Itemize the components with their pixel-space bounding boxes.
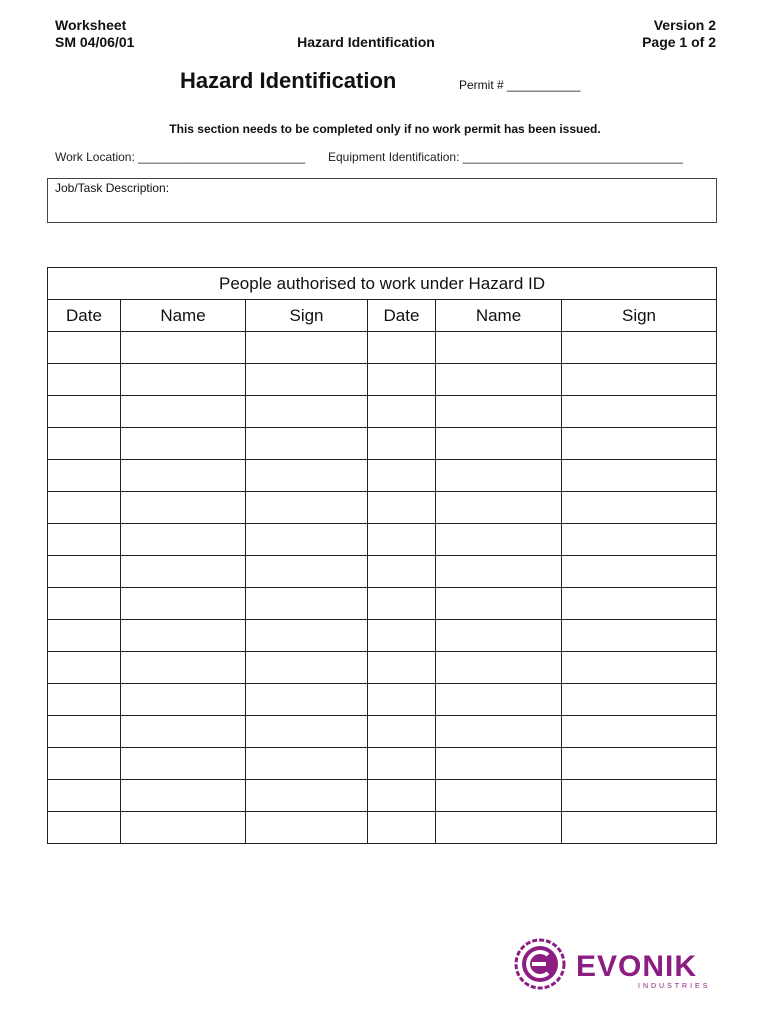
page-title: Hazard Identification [180, 68, 397, 93]
table-cell-date[interactable] [368, 524, 436, 556]
table-cell-sign[interactable] [562, 556, 717, 588]
table-cell-sign[interactable] [562, 492, 717, 524]
worksheet-label: Worksheet [55, 17, 127, 33]
table-cell-name[interactable] [121, 812, 246, 844]
table-cell-sign[interactable] [246, 396, 368, 428]
table-cell-name[interactable] [436, 620, 562, 652]
table-cell-name[interactable] [436, 524, 562, 556]
table-cell-sign[interactable] [562, 588, 717, 620]
svg-text:EVONIK: EVONIK [576, 950, 698, 983]
table-cell-date[interactable] [48, 716, 121, 748]
table-cell-date[interactable] [368, 652, 436, 684]
table-cell-date[interactable] [368, 460, 436, 492]
table-cell-sign[interactable] [246, 556, 368, 588]
table-cell-name[interactable] [121, 332, 246, 364]
table-cell-date[interactable] [368, 780, 436, 812]
table-cell-date[interactable] [368, 588, 436, 620]
table-cell-sign[interactable] [562, 780, 717, 812]
table-cell-sign[interactable] [562, 620, 717, 652]
table-cell-date[interactable] [368, 492, 436, 524]
table-cell-name[interactable] [121, 556, 246, 588]
svg-text:INDUSTRIES: INDUSTRIES [638, 983, 711, 990]
table-row [48, 396, 717, 428]
version-block [642, 17, 716, 51]
table-cell-date[interactable] [48, 364, 121, 396]
evonik-emblem-icon [516, 940, 564, 988]
table-cell-sign[interactable] [562, 332, 717, 364]
table-cell-name[interactable] [121, 588, 246, 620]
table-cell-date[interactable] [368, 396, 436, 428]
table-cell-sign[interactable] [562, 748, 717, 780]
table-cell-name[interactable] [121, 780, 246, 812]
table-cell-date[interactable] [368, 364, 436, 396]
table-cell-sign[interactable] [246, 748, 368, 780]
table-cell-sign[interactable] [246, 588, 368, 620]
table-cell-name[interactable] [436, 652, 562, 684]
column-header-sign: Sign [562, 300, 717, 332]
column-header-date: Date [368, 300, 436, 332]
table-cell-date[interactable] [368, 684, 436, 716]
table-row [48, 716, 717, 748]
table-cell-date[interactable] [368, 748, 436, 780]
table-cell-name[interactable] [121, 396, 246, 428]
table-row [48, 748, 717, 780]
table-cell-sign[interactable] [246, 652, 368, 684]
table-row [48, 588, 717, 620]
table-cell-name[interactable] [121, 524, 246, 556]
table-cell-sign[interactable] [246, 460, 368, 492]
table-cell-name[interactable] [121, 364, 246, 396]
document-code: SM 04/06/01 [55, 34, 135, 50]
table-cell-sign[interactable] [246, 428, 368, 460]
column-header-name: Name [121, 300, 246, 332]
table-cell-name[interactable] [436, 780, 562, 812]
table-row [48, 364, 717, 396]
table-cell-sign[interactable] [246, 364, 368, 396]
table-cell-name[interactable] [121, 684, 246, 716]
table-cell-name[interactable] [436, 428, 562, 460]
table-cell-date[interactable] [368, 428, 436, 460]
people-table-body [48, 332, 717, 844]
table-row [48, 780, 717, 812]
table-row [48, 524, 717, 556]
table-cell-date[interactable] [368, 812, 436, 844]
table-cell-date[interactable] [48, 620, 121, 652]
header-title: Hazard Identification [297, 34, 435, 50]
job-description-box[interactable] [47, 178, 717, 223]
table-cell-name[interactable] [436, 396, 562, 428]
table-cell-name[interactable] [121, 460, 246, 492]
table-cell-date[interactable] [48, 748, 121, 780]
table-row [48, 428, 717, 460]
table-cell-sign[interactable] [246, 620, 368, 652]
table-cell-name[interactable] [436, 812, 562, 844]
table-cell-sign[interactable] [246, 812, 368, 844]
table-cell-sign[interactable] [562, 364, 717, 396]
table-cell-date[interactable] [48, 332, 121, 364]
table-row [48, 620, 717, 652]
table-cell-date[interactable] [48, 812, 121, 844]
table-cell-name[interactable] [436, 684, 562, 716]
table-row [48, 492, 717, 524]
table-cell-date[interactable] [48, 588, 121, 620]
table-cell-name[interactable] [436, 748, 562, 780]
column-header-sign: Sign [246, 300, 368, 332]
table-cell-sign[interactable] [562, 428, 717, 460]
table-cell-sign[interactable] [246, 492, 368, 524]
table-cell-date[interactable] [48, 396, 121, 428]
table-cell-sign[interactable] [562, 684, 717, 716]
people-authorised-table [47, 267, 717, 844]
completion-notice: This section needs to be completed only if no work permit has been issued. [169, 122, 601, 136]
table-cell-date[interactable] [48, 492, 121, 524]
table-cell-sign[interactable] [246, 684, 368, 716]
column-header-name: Name [436, 300, 562, 332]
table-cell-name[interactable] [436, 492, 562, 524]
table-row [48, 812, 717, 844]
table-cell-name[interactable] [436, 716, 562, 748]
table-caption: People authorised to work under Hazard ID [48, 268, 717, 300]
table-cell-sign[interactable] [562, 812, 717, 844]
table-row [48, 460, 717, 492]
table-row [48, 332, 717, 364]
table-cell-date[interactable] [48, 524, 121, 556]
table-cell-sign[interactable] [246, 716, 368, 748]
page-number: Page 1 of 2 [642, 34, 716, 50]
table-cell-date[interactable] [48, 460, 121, 492]
column-header-date: Date [48, 300, 121, 332]
table-cell-date[interactable] [48, 780, 121, 812]
table-cell-name[interactable] [436, 556, 562, 588]
table-cell-date[interactable] [368, 716, 436, 748]
permit-number-field[interactable]: Permit # ___________ [459, 78, 581, 92]
table-cell-sign[interactable] [562, 716, 717, 748]
table-cell-sign[interactable] [562, 652, 717, 684]
table-cell-date[interactable] [48, 556, 121, 588]
version-label: Version 2 [653, 17, 716, 33]
work-location-field[interactable]: Work Location: _________________________ [55, 150, 305, 164]
table-cell-name[interactable] [436, 588, 562, 620]
table-cell-name[interactable] [121, 620, 246, 652]
table-cell-name[interactable] [121, 652, 246, 684]
table-cell-name[interactable] [121, 748, 246, 780]
table-row [48, 684, 717, 716]
table-cell-sign[interactable] [246, 332, 368, 364]
table-cell-date[interactable] [368, 556, 436, 588]
table-cell-date[interactable] [48, 652, 121, 684]
evonik-logo [512, 936, 722, 996]
table-cell-name[interactable] [436, 332, 562, 364]
table-cell-name[interactable] [436, 364, 562, 396]
table-cell-date[interactable] [48, 428, 121, 460]
table-cell-sign[interactable] [246, 524, 368, 556]
table-cell-date[interactable] [368, 332, 436, 364]
table-cell-name[interactable] [121, 428, 246, 460]
equipment-identification-field[interactable]: Equipment Identification: _________________________________ [328, 150, 683, 164]
table-cell-date[interactable] [368, 620, 436, 652]
table-row [48, 652, 717, 684]
table-cell-name[interactable] [121, 716, 246, 748]
table-cell-name[interactable] [121, 492, 246, 524]
table-cell-sign[interactable] [246, 780, 368, 812]
table-cell-name[interactable] [436, 460, 562, 492]
table-cell-date[interactable] [48, 684, 121, 716]
job-description-label: Job/Task Description: [55, 181, 170, 195]
table-row [48, 556, 717, 588]
table-cell-sign[interactable] [562, 396, 717, 428]
table-cell-sign[interactable] [562, 524, 717, 556]
table-cell-sign[interactable] [562, 460, 717, 492]
